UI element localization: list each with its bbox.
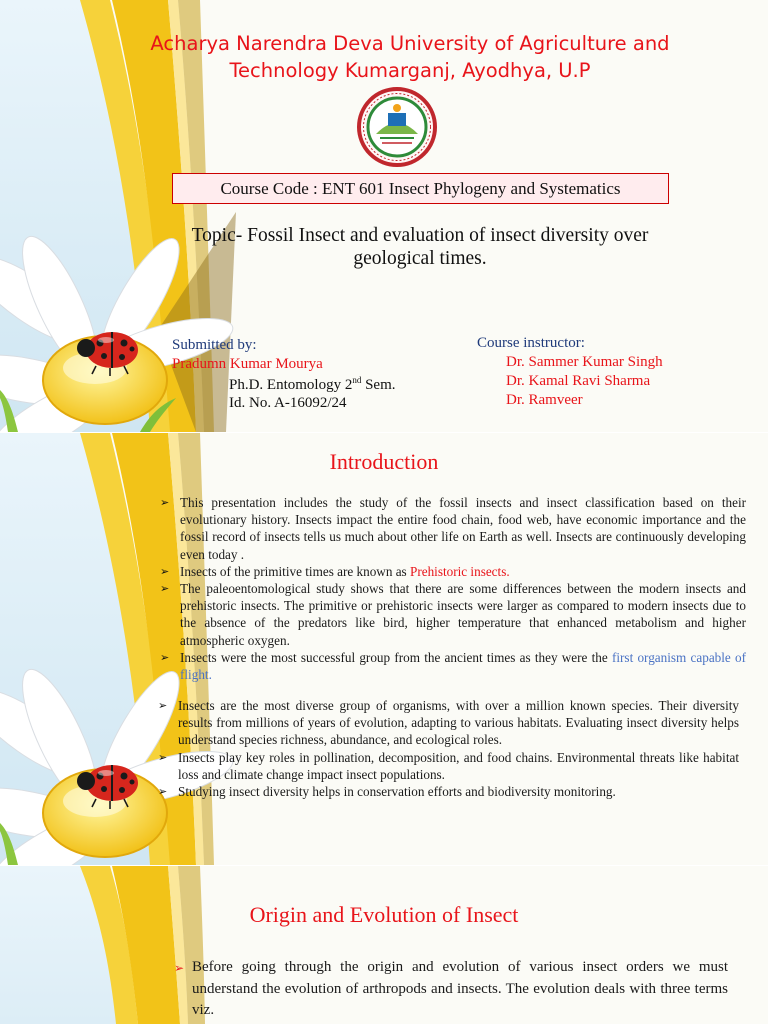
topic-line-1: Topic- Fossil Insect and evaluation of insect diversity over	[191, 225, 649, 246]
bullet-text: Insects play key roles in pollination, decomposition, and food chains. Environmental threats like habitat loss and climate change impact insect populations.	[178, 749, 739, 782]
list-item	[174, 957, 728, 1022]
intro-bullet-list	[160, 494, 746, 683]
course-code-box: Course Code : ENT 601 Insect Phylogeny and Systematics	[172, 173, 669, 204]
bullet-text: Insects of the primitive times are known as	[180, 563, 410, 579]
university-line-2: Technology Kumarganj, Ayodhya, U.P	[229, 59, 591, 82]
university-name	[90, 30, 730, 84]
introduction-slide	[0, 433, 768, 865]
list-item	[158, 783, 739, 800]
slide-title: Origin and Evolution of Insect	[249, 902, 519, 927]
origin-bullet-list	[174, 957, 728, 1022]
highlighted-term: Prehistoric insects.	[410, 563, 510, 579]
diversity-bullet-list	[158, 697, 739, 800]
course-instructor-label: Course instructor:	[477, 335, 585, 351]
arrow-bullet-icon: ➢	[158, 785, 168, 799]
arrow-bullet-icon: ➢	[160, 496, 170, 509]
instructor-name: Dr. Ramveer	[506, 392, 583, 408]
degree-superscript: nd	[352, 375, 362, 385]
topic-line-2: geological times.	[353, 248, 487, 269]
arrow-bullet-icon: ➢	[160, 582, 170, 596]
bullet-text: Studying insect diversity helps in conservation efforts and biodiversity monitoring.	[178, 784, 616, 800]
list-item	[158, 749, 739, 783]
topic-heading	[150, 224, 690, 270]
university-logo-icon	[356, 86, 438, 168]
university-line-1: Acharya Narendra Deva University of Agriculture and	[150, 32, 670, 55]
list-item	[160, 563, 746, 580]
bullet-text: Before going through the origin and evolution of various insect orders we must understand the evolution of arthropods and insects. The evolution deals with three terms viz.	[192, 959, 728, 1018]
list-item	[160, 649, 746, 683]
bullet-text: Insects were the most successful group from the ancient times as they were the	[180, 649, 612, 665]
origin-evolution-slide	[0, 866, 768, 1024]
instructor-name: Dr. Sammer Kumar Singh	[506, 354, 663, 370]
instructor-name: Dr. Kamal Ravi Sharma	[506, 373, 651, 389]
list-item	[160, 580, 746, 649]
arrow-bullet-icon: ➢	[160, 564, 170, 578]
submitted-by-label: Submitted by:	[172, 337, 257, 353]
bullet-text: The paleoentomological study shows that there are some differences between the modern insects and prehistoric insects. The primitive or prehistoric insects were larger as compared to modern insects due to the absence of the predators like bird, higher temperature that enhanced metabolism and higher atmospheric oxygen.	[180, 581, 746, 648]
arrow-bullet-icon: ➢	[160, 650, 170, 664]
arrow-bullet-icon: ➢	[158, 699, 168, 712]
degree-suffix: Sem.	[361, 377, 396, 393]
bullet-text: This presentation includes the study of the fossil insects and insect classification based on their evolutionary history. Insects impact the entire food chain, food web, have economic importance and the fossil record of insects tells us much about other life on Earth as well. Insects are continuously developing even today .	[180, 495, 746, 562]
student-id: Id. No. A-16092/24	[229, 395, 347, 411]
slide-title: Introduction	[329, 449, 439, 474]
list-item	[158, 697, 739, 749]
highlighted-term: first organism capable of flight.	[180, 649, 747, 683]
degree-prefix: Ph.D. Entomology 2	[229, 377, 353, 393]
list-item	[160, 494, 746, 563]
bullet-text: Insects are the most diverse group of organisms, with over a million known species. Their diversity results from millions of years of evolution, adapting to various habitats. Evaluating insect diversity helps understand species richness, abundance, and ecological roles.	[178, 698, 739, 748]
arrow-bullet-icon: ➢	[158, 750, 168, 764]
student-degree	[229, 375, 396, 394]
arrow-bullet-icon: ➢	[174, 961, 185, 975]
student-name: Pradumn Kumar Mourya	[172, 356, 323, 372]
title-slide	[0, 0, 768, 432]
